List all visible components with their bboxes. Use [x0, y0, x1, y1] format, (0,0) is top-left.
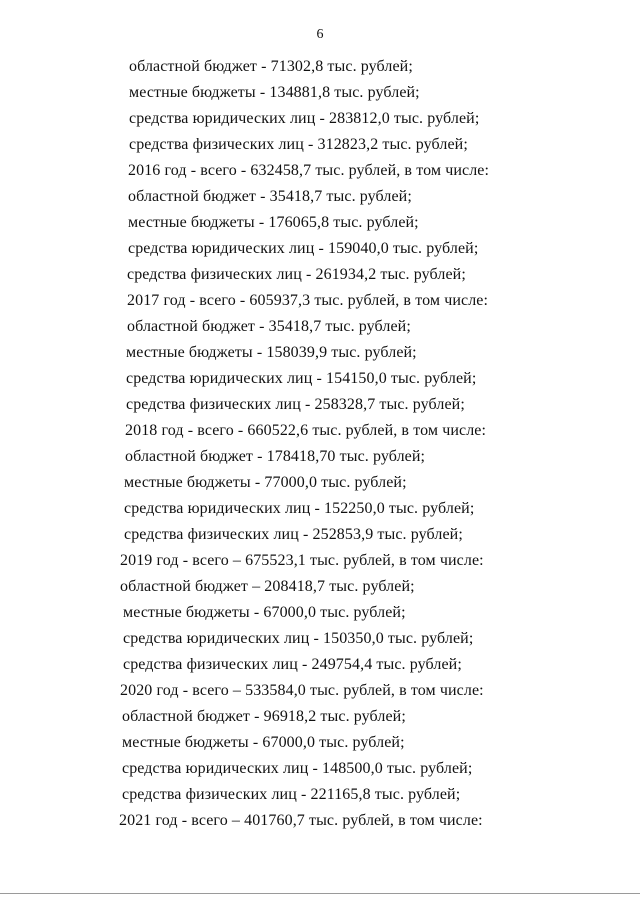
text-line: средства физических лиц - 252853,9 тыс. рублей;: [124, 526, 463, 543]
text-line: местные бюджеты - 77000,0 тыс. рублей;: [124, 474, 407, 491]
page-bottom-edge: [0, 893, 640, 894]
year-total-line: 2019 год - всего – 675523,1 тыс. рублей, в том числе:: [120, 552, 484, 569]
text-line: местные бюджеты - 134881,8 тыс. рублей;: [129, 84, 420, 101]
text-line: местные бюджеты - 67000,0 тыс. рублей;: [123, 604, 406, 621]
text-line: средства физических лиц - 221165,8 тыс. рублей;: [122, 786, 461, 803]
text-line: областной бюджет - 35418,7 тыс. рублей;: [128, 188, 412, 205]
year-total-line: 2018 год - всего - 660522,6 тыс. рублей, в том числе:: [125, 422, 487, 439]
text-line: средства юридических лиц - 152250,0 тыс. рублей;: [124, 500, 475, 517]
text-line: областной бюджет - 35418,7 тыс. рублей;: [127, 318, 411, 335]
text-line: средства физических лиц - 261934,2 тыс. рублей;: [127, 266, 466, 283]
year-total-line: 2020 год - всего – 533584,0 тыс. рублей, в том числе:: [120, 682, 484, 699]
text-line: областной бюджет - 96918,2 тыс. рублей;: [122, 708, 406, 725]
year-total-line: 2021 год - всего – 401760,7 тыс. рублей, в том числе:: [119, 812, 483, 829]
text-line: областной бюджет – 208418,7 тыс. рублей;: [120, 578, 415, 595]
text-line: средства физических лиц - 249754,4 тыс. рублей;: [123, 656, 462, 673]
year-total-line: 2016 год - всего - 632458,7 тыс. рублей, в том числе:: [128, 162, 490, 179]
text-line: средства юридических лиц - 148500,0 тыс. рублей;: [122, 760, 473, 777]
text-line: областной бюджет - 178418,70 тыс. рублей;: [125, 448, 426, 465]
text-line: средства физических лиц - 258328,7 тыс. рублей;: [126, 396, 465, 413]
text-line: местные бюджеты - 158039,9 тыс. рублей;: [126, 344, 417, 361]
text-line: местные бюджеты - 176065,8 тыс. рублей;: [128, 214, 419, 231]
text-line: средства юридических лиц - 150350,0 тыс. рублей;: [123, 630, 474, 647]
text-line: местные бюджеты - 67000,0 тыс. рублей;: [122, 734, 405, 751]
text-line: средства физических лиц - 312823,2 тыс. рублей;: [129, 136, 468, 153]
page-number: 6: [316, 27, 324, 42]
text-line: средства юридических лиц - 154150,0 тыс. рублей;: [126, 370, 477, 387]
text-line: областной бюджет - 71302,8 тыс. рублей;: [129, 58, 413, 75]
year-total-line: 2017 год - всего - 605937,3 тыс. рублей, в том числе:: [127, 292, 489, 309]
text-line: средства юридических лиц - 283812,0 тыс. рублей;: [129, 110, 480, 127]
text-line: средства юридических лиц - 159040,0 тыс. рублей;: [128, 240, 479, 257]
